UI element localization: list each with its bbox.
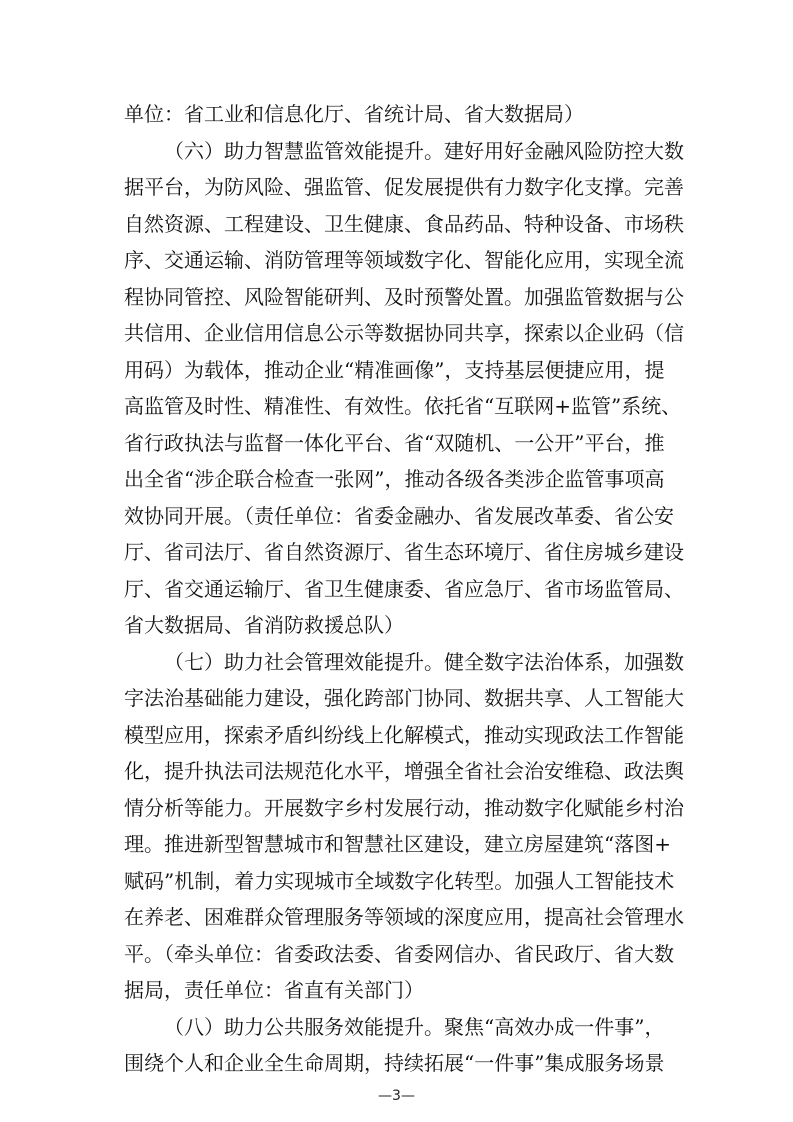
text-line: 理。推进新型智慧城市和智慧社区建设，建立房屋建筑“落图+	[124, 832, 671, 856]
text-line: 赋码”机制，着力实现城市全域数字化转型。加强人工智能技术	[124, 869, 675, 893]
text-line: 字法治基础能力建设，强化跨部门协同、数据共享、人工智能大	[124, 686, 684, 710]
text-line: 自然资源、工程建设、卫生健康、食品药品、特种设备、市场秩	[124, 212, 684, 236]
text-line: 出全省“涉企联合检查一张网”，推动各级各类涉企监管事项高	[124, 467, 665, 491]
text-line: 效协同开展。（责任单位：省委金融办、省发展改革委、省公安	[124, 504, 674, 528]
text-line: 据局，责任单位：省直有关部门）	[124, 978, 424, 1002]
text-line: 序、交通运输、消防管理等领域数字化、智能化应用，实现全流	[124, 248, 684, 272]
text-line: 据平台，为防风险、强监管、促发展提供有力数字化支撑。完善	[124, 175, 684, 199]
text-line: 围绕个人和企业全生命周期，持续拓展“一件事”集成服务场景	[124, 1051, 665, 1075]
text-line: 用码）为载体，推动企业“精准画像”，支持基层便捷应用，提	[124, 358, 665, 382]
text-line: 平。（牵头单位：省委政法委、省委网信办、省民政厅、省大数	[124, 942, 674, 966]
page-number: —3—	[378, 1088, 415, 1104]
text-line: 厅、省司法厅、省自然资源厅、省生态环境厅、省住房城乡建设	[124, 540, 684, 564]
text-line: 厅、省交通运输厅、省卫生健康委、省应急厅、省市场监管局、	[124, 577, 684, 601]
text-line: 省大数据局、省消防救援总队）	[124, 613, 404, 637]
text-line: 省行政执法与监督一体化平台、省“双随机、一公开”平台，推	[124, 431, 665, 455]
text-line: 模型应用，探索矛盾纠纷线上化解模式，推动实现政法工作智能	[124, 723, 684, 747]
text-line: 情分析等能力。开展数字乡村发展行动，推动数字化赋能乡村治	[124, 796, 684, 820]
text-line: 高监管及时性、精准性、有效性。依托省“互联网+监管”系统、	[124, 394, 682, 418]
text-line: 程协同管控、风险智能研判、及时预警处置。加强监管数据与公	[124, 285, 684, 309]
text-line: 化，提升执法司法规范化水平，增强全省社会治安维稳、政法舆	[124, 759, 684, 783]
paragraph-6-heading-line: （六）助力智慧监管效能提升。建好用好金融风险防控大数	[164, 139, 684, 163]
text-line: 共信用、企业信用信息公示等数据协同共享，探索以企业码（信	[124, 321, 684, 345]
text-line: 在养老、困难群众管理服务等领域的深度应用，提高社会管理水	[124, 905, 684, 929]
paragraph-7-heading-line: （七）助力社会管理效能提升。健全数字法治体系，加强数	[164, 650, 684, 674]
paragraph-8-heading-line: （八）助力公共服务效能提升。聚焦“高效办成一件事”，	[164, 1015, 665, 1039]
text-line: 单位：省工业和信息化厅、省统计局、省大数据局）	[124, 102, 584, 126]
